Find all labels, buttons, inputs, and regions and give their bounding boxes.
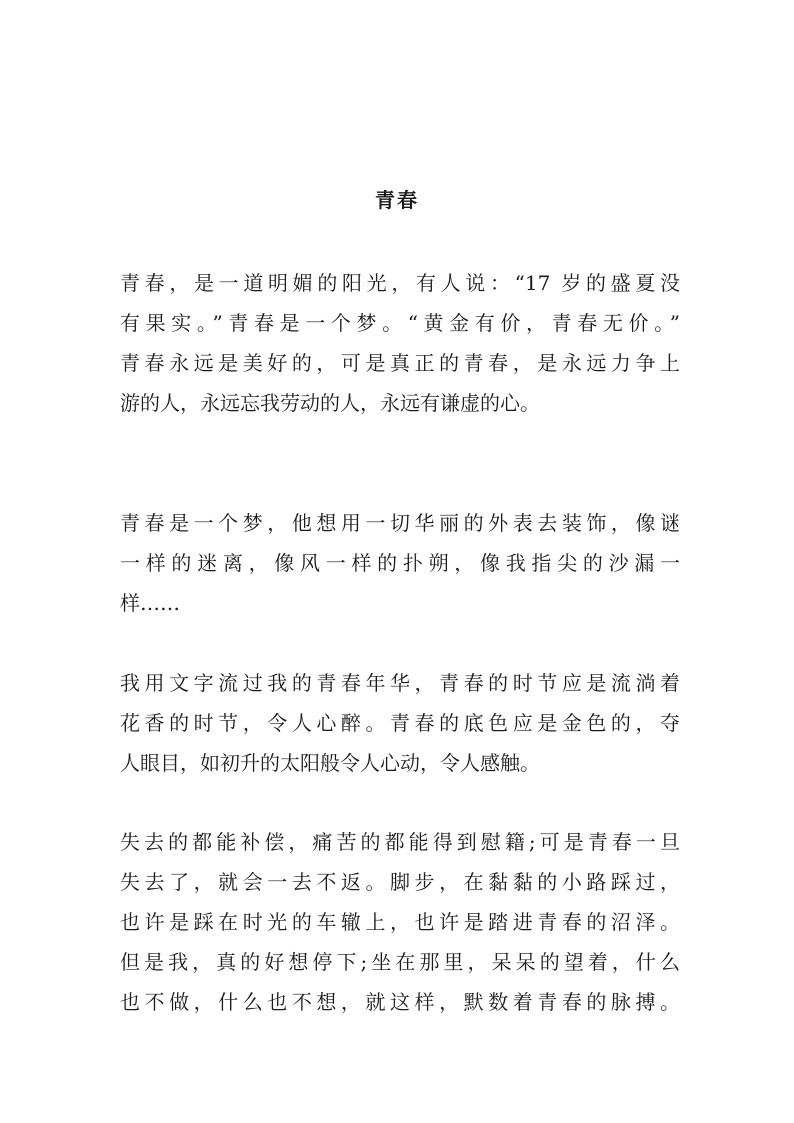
paragraph-line: 也许是踩在时光的车辙上，也许是踏进青春的沼泽。	[120, 910, 680, 934]
paragraph-line: 失去了，就会一去不返。脚步，在黏黏的小路踩过，	[120, 870, 680, 894]
paragraph-line: 有果实。”青春是一个梦。“黄金有价，青春无价。”	[120, 311, 680, 335]
paragraph-line: 失去的都能补偿，痛苦的都能得到慰籍;可是青春一旦	[120, 830, 680, 854]
paragraph-line: 我用文字流过我的青春年华，青春的时节应是流淌着	[120, 671, 680, 695]
paragraph-1	[120, 263, 680, 423]
paragraph-line: 花香的时节，令人心醉。青春的底色应是金色的，夺	[120, 711, 680, 735]
paragraph-line: 青春永远是美好的，可是真正的青春，是永远力争上	[120, 351, 680, 375]
document-title: 青春	[375, 188, 419, 212]
paragraph-line: 样……	[120, 591, 180, 615]
paragraph-line: 人眼目，如初升的太阳般令人心动，令人感触。	[120, 751, 540, 775]
paragraph-line: 一样的迷离，像风一样的扑朔，像我指尖的沙漏一	[120, 551, 680, 575]
paragraph-3	[120, 663, 680, 783]
paragraph-line: 游的人，永远忘我劳动的人，永远有谦虚的心。	[120, 391, 540, 415]
paragraph-line: 也不做，什么也不想，就这样，默数着青春的脉搏。	[120, 990, 680, 1014]
paragraph-line: 青春，是一道明媚的阳光，有人说：“17 岁的盛夏没	[120, 271, 680, 295]
paragraph-4	[120, 822, 680, 1022]
paragraph-line: 青春是一个梦，他想用一切华丽的外表去装饰，像谜	[120, 511, 680, 535]
paragraph-line: 但是我，真的好想停下;坐在那里，呆呆的望着，什么	[120, 950, 680, 974]
paragraph-2	[120, 503, 680, 623]
